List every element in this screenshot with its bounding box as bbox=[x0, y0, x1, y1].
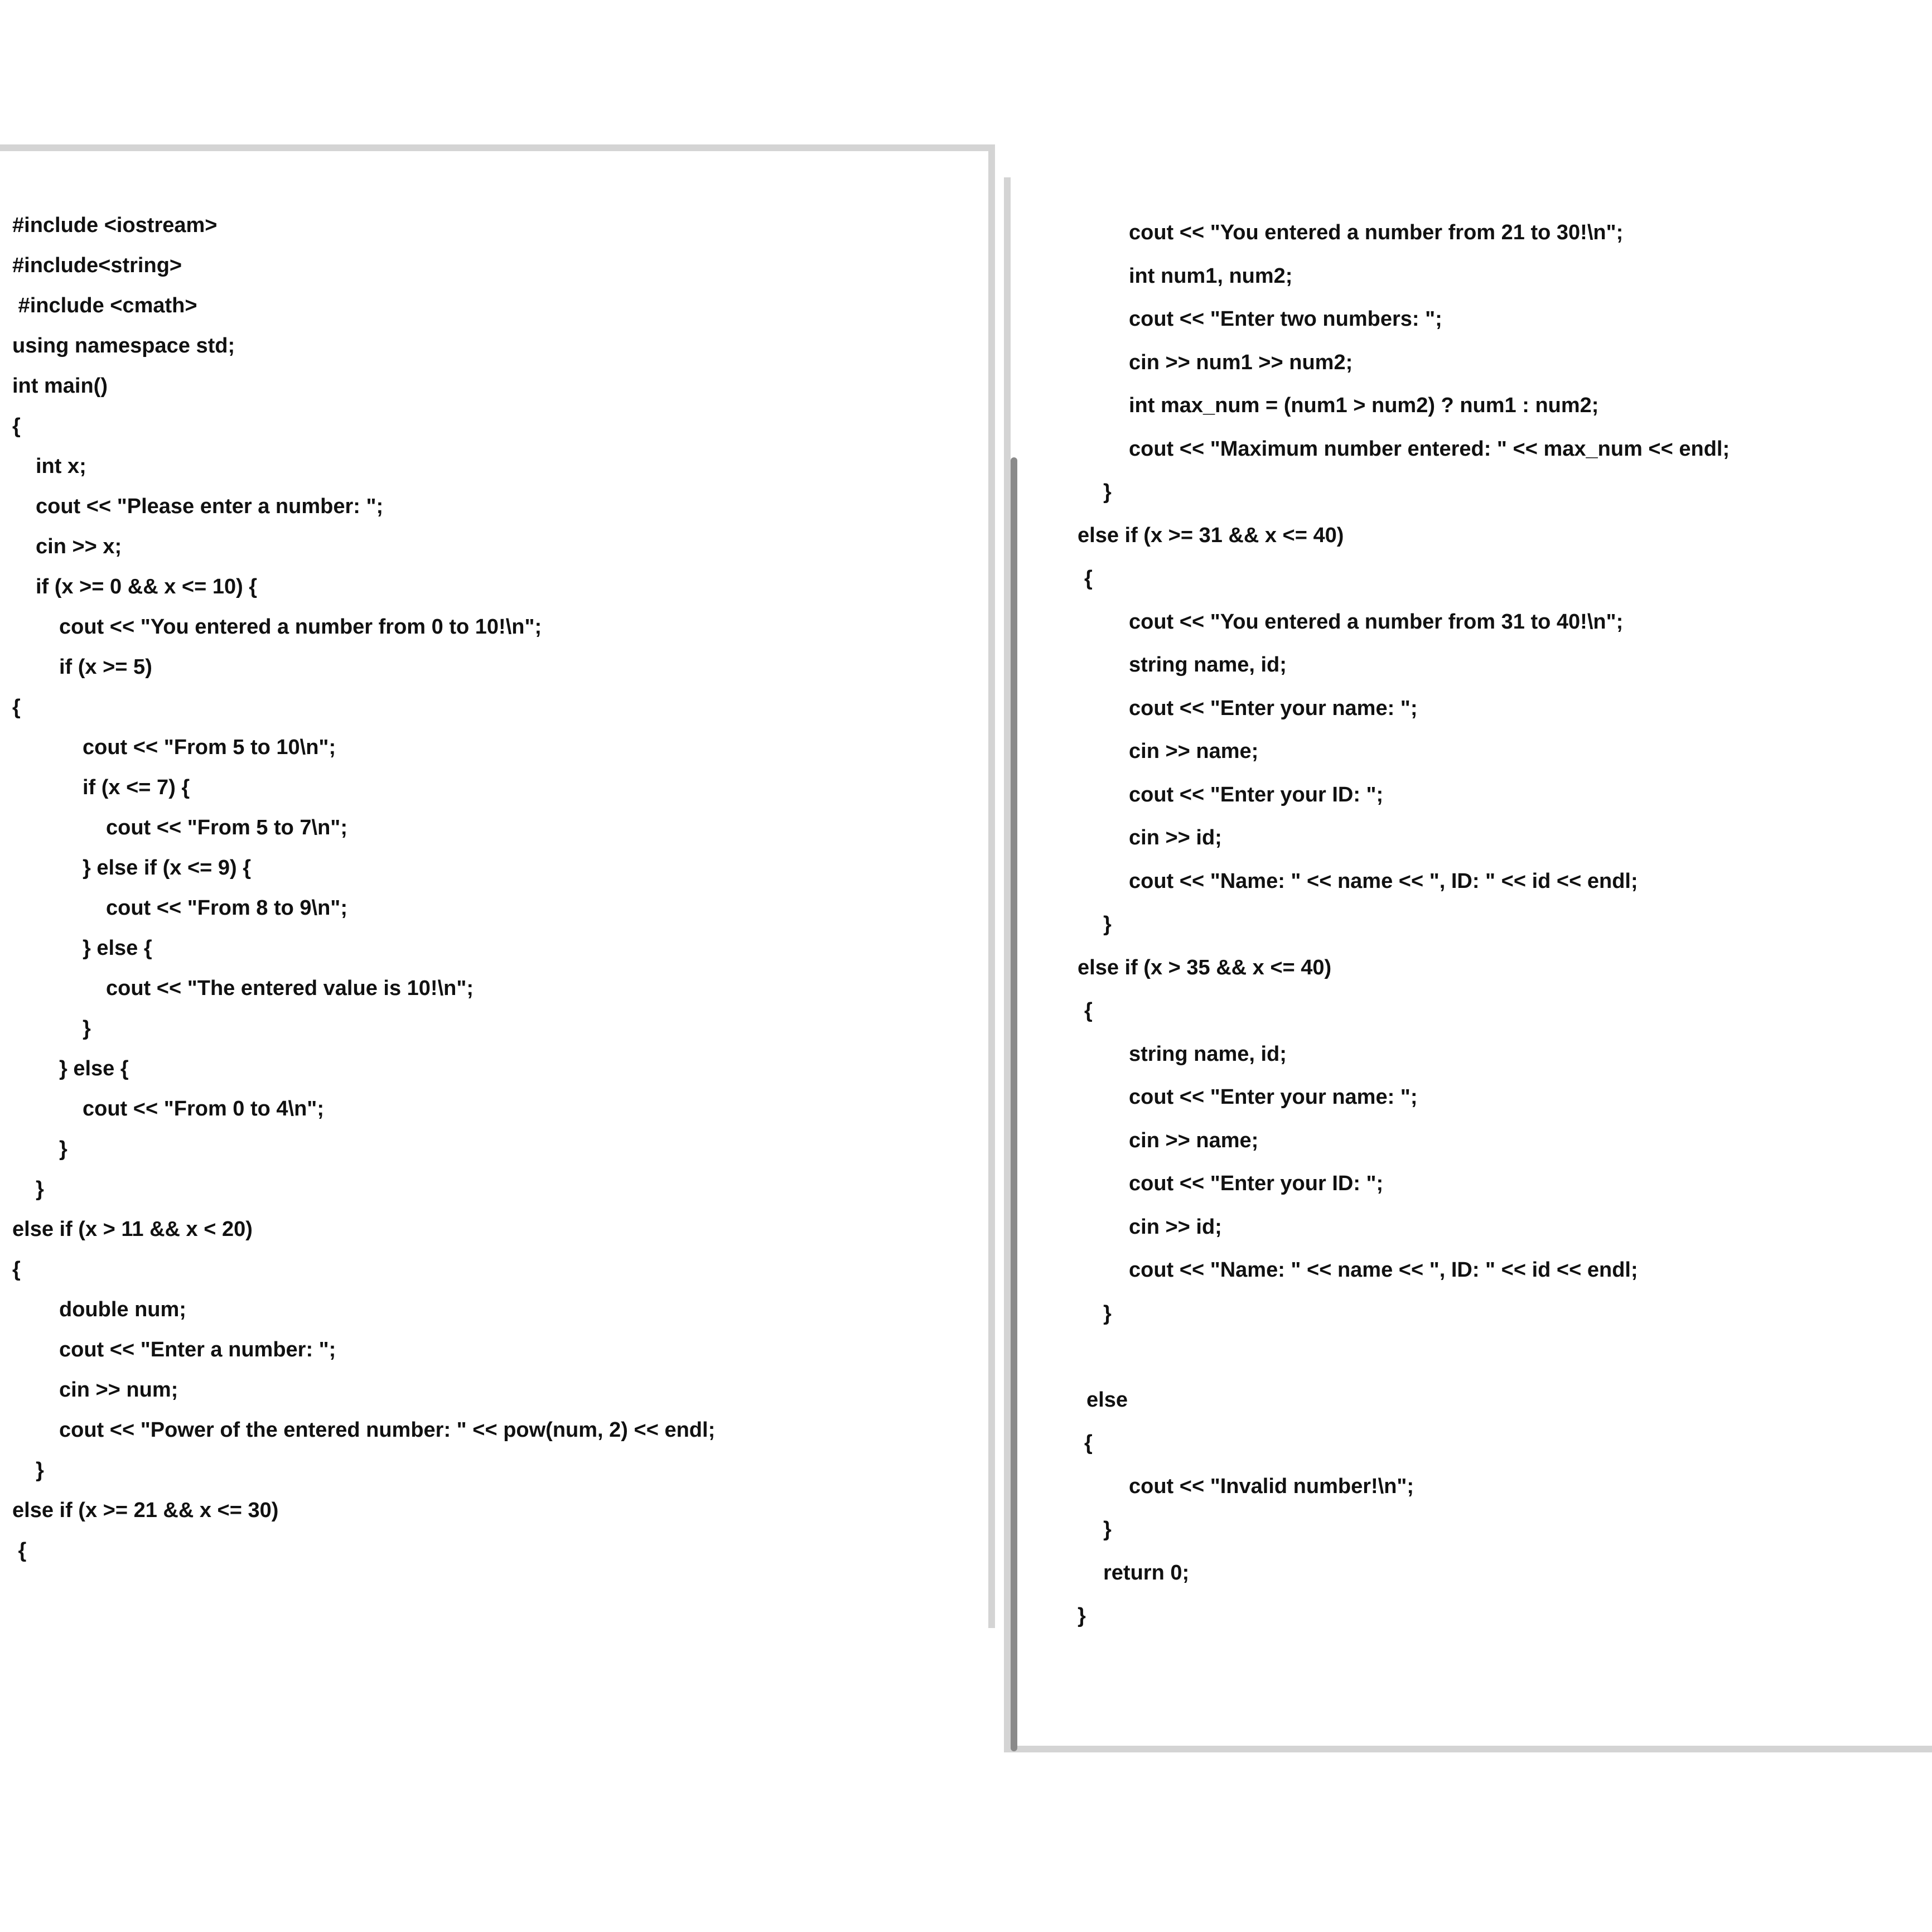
code-line: cout << "You entered a number from 31 to 40!\n"; bbox=[1129, 610, 1624, 634]
code-line: cout << "From 5 to 10\n"; bbox=[83, 736, 336, 759]
code-line: { bbox=[12, 695, 21, 719]
code-line: } else if (x <= 9) { bbox=[83, 856, 252, 880]
code-line: } else { bbox=[59, 1057, 129, 1080]
code-line: } bbox=[1103, 1301, 1112, 1325]
code-line: cin >> id; bbox=[1129, 826, 1222, 849]
code-line: cout << "Please enter a number: "; bbox=[36, 495, 384, 518]
code-line: cout << "Enter your name: "; bbox=[1129, 696, 1418, 720]
code-line: #include <cmath> bbox=[12, 294, 197, 317]
code-line: int num1, num2; bbox=[1129, 264, 1293, 288]
code-line: { bbox=[1084, 567, 1093, 590]
scrollbar[interactable] bbox=[1011, 457, 1017, 1751]
code-line: } bbox=[59, 1137, 67, 1161]
code-line bbox=[1078, 1346, 1730, 1389]
code-line: { bbox=[12, 414, 21, 438]
code-line: } bbox=[1103, 912, 1112, 936]
code-line: string name, id; bbox=[1129, 1042, 1287, 1066]
code-line: cout << "Enter your ID: "; bbox=[1129, 783, 1384, 806]
code-line: cout << "Maximum number entered: " << max_num << endl; bbox=[1129, 437, 1730, 461]
code-line: return 0; bbox=[1103, 1561, 1190, 1585]
code-line: if (x <= 7) { bbox=[83, 776, 190, 799]
code-line: #include<string> bbox=[12, 254, 182, 277]
code-line: else if (x > 35 && x <= 40) bbox=[1078, 955, 1332, 979]
code-line: cout << "From 0 to 4\n"; bbox=[83, 1097, 324, 1120]
code-line: cin >> num1 >> num2; bbox=[1129, 350, 1353, 374]
code-line: } bbox=[1103, 480, 1112, 504]
code-line: cout << "Name: " << name << ", ID: " << id << endl; bbox=[1129, 1258, 1638, 1282]
code-line: cout << "You entered a number from 0 to 10!\n"; bbox=[59, 615, 542, 639]
code-line: #include <iostream> bbox=[12, 214, 218, 237]
code-line: cout << "The entered value is 10!\n"; bbox=[106, 977, 474, 1000]
left-code-block bbox=[12, 215, 715, 1580]
code-line: cout << "Enter a number: "; bbox=[59, 1338, 336, 1361]
code-line: } bbox=[1103, 1518, 1112, 1541]
code-line: cout << "Enter two numbers: "; bbox=[1129, 307, 1442, 331]
code-line: { bbox=[12, 1258, 21, 1281]
code-line: cin >> name; bbox=[1129, 740, 1259, 763]
code-line: } bbox=[36, 1458, 44, 1482]
code-line: int x; bbox=[36, 455, 86, 478]
code-line: } bbox=[36, 1177, 44, 1201]
code-line: double num; bbox=[59, 1298, 186, 1321]
code-line: if (x >= 0 && x <= 10) { bbox=[36, 575, 258, 598]
code-line: { bbox=[1084, 1431, 1093, 1455]
code-line: cin >> x; bbox=[36, 535, 122, 558]
code-line: cin >> name; bbox=[1129, 1128, 1259, 1152]
code-line: cout << "Enter your ID: "; bbox=[1129, 1172, 1384, 1195]
code-line: cout << "Enter your name: "; bbox=[1129, 1085, 1418, 1109]
code-line: cout << "Invalid number!\n"; bbox=[1129, 1474, 1414, 1498]
code-line: if (x >= 5) bbox=[59, 655, 152, 679]
code-line: cout << "From 8 to 9\n"; bbox=[106, 896, 347, 920]
code-line: int main() bbox=[12, 374, 108, 398]
code-line: cout << "Name: " << name << ", ID: " << id << endl; bbox=[1129, 869, 1638, 893]
code-line: cin >> num; bbox=[59, 1378, 178, 1402]
code-line: else if (x >= 31 && x <= 40) bbox=[1078, 523, 1344, 547]
code-line: { bbox=[12, 1539, 27, 1562]
code-line: cout << "You entered a number from 21 to 30!\n"; bbox=[1129, 221, 1624, 244]
right-code-block bbox=[1078, 222, 1730, 1649]
code-line: int max_num = (num1 > num2) ? num1 : num2; bbox=[1129, 394, 1599, 417]
code-line: cout << "From 5 to 7\n"; bbox=[106, 816, 347, 839]
code-line: else if (x > 11 && x < 20) bbox=[12, 1218, 253, 1241]
code-line: string name, id; bbox=[1129, 653, 1287, 677]
code-line: { bbox=[1084, 999, 1093, 1022]
code-line: } bbox=[1078, 1604, 1086, 1627]
code-line: } bbox=[83, 1017, 91, 1040]
code-line: else if (x >= 21 && x <= 30) bbox=[12, 1499, 279, 1522]
code-line: cin >> id; bbox=[1129, 1215, 1222, 1239]
code-line: } else { bbox=[83, 936, 152, 960]
code-line: using namespace std; bbox=[12, 334, 235, 358]
code-line: cout << "Power of the entered number: " << pow(num, 2) << endl; bbox=[59, 1418, 716, 1442]
code-line: else bbox=[1086, 1388, 1128, 1412]
